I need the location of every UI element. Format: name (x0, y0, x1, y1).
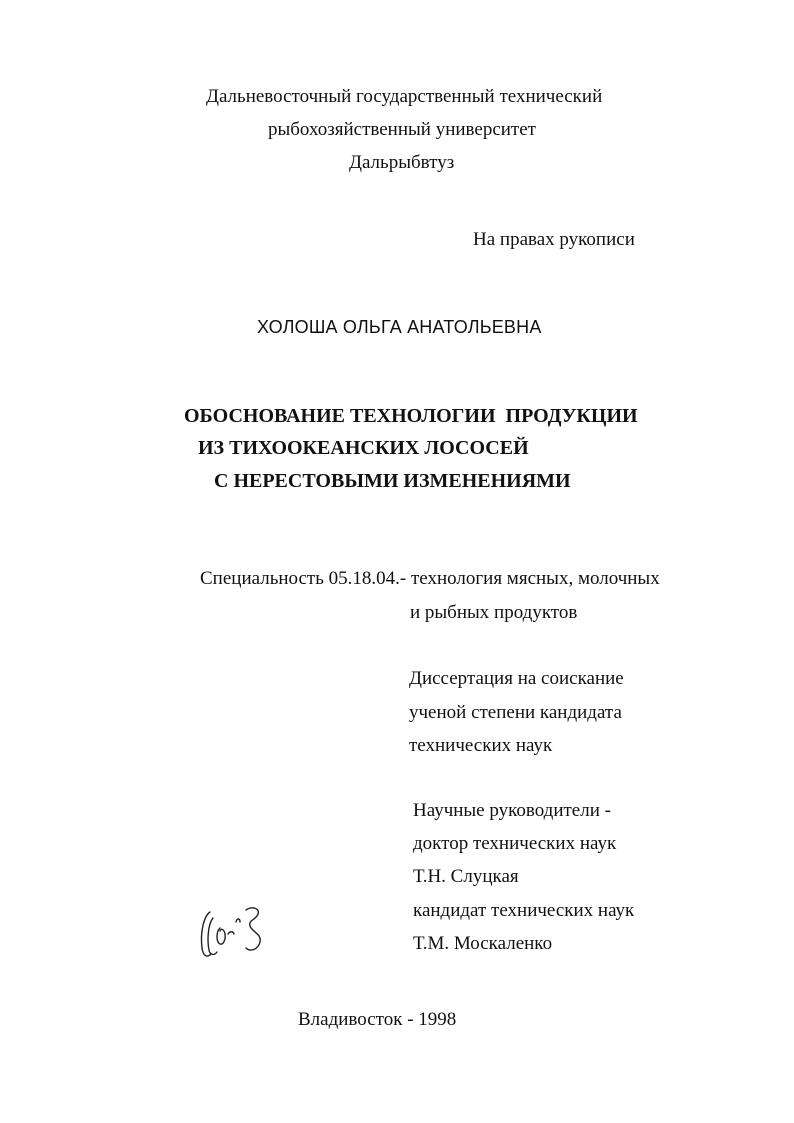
institution-line-2: рыбохозяйственный университет (268, 119, 536, 140)
author-name: ХОЛОША ОЛЬГА АНАТОЛЬЕВНА (257, 317, 542, 337)
title-line-3: С НЕРЕСТОВЫМИ ИЗМЕНЕНИЯМИ (214, 470, 571, 492)
degree-line-1: Диссертация на соискание (409, 668, 624, 689)
supervisors-heading: Научные руководители - (413, 800, 611, 821)
rights-note: На правах рукописи (473, 229, 635, 250)
supervisor-1-name: Т.Н. Слуцкая (413, 866, 519, 887)
specialty-line-2: и рыбных продуктов (410, 602, 578, 623)
institution-short-name: Дальрыбвтуз (349, 152, 455, 173)
supervisor-2-title: кандидат технических наук (413, 900, 635, 921)
supervisor-1-title: доктор технических наук (413, 833, 617, 854)
degree-line-2: ученой степени кандидата (409, 702, 622, 723)
handwritten-signature (190, 898, 280, 968)
institution-line-1: Дальневосточный государственный технический (206, 86, 603, 107)
title-line-2: ИЗ ТИХООКЕАНСКИХ ЛОСОСЕЙ (198, 437, 529, 459)
degree-line-3: технических наук (409, 735, 553, 756)
title-line-1: ОБОСНОВАНИЕ ТЕХНОЛОГИИ ПРОДУКЦИИ (184, 405, 638, 427)
specialty-line-1: Специальность 05.18.04.- технология мясных, молочных (200, 568, 660, 589)
place-year: Владивосток - 1998 (298, 1009, 457, 1030)
supervisor-2-name: Т.М. Москаленко (413, 933, 553, 954)
